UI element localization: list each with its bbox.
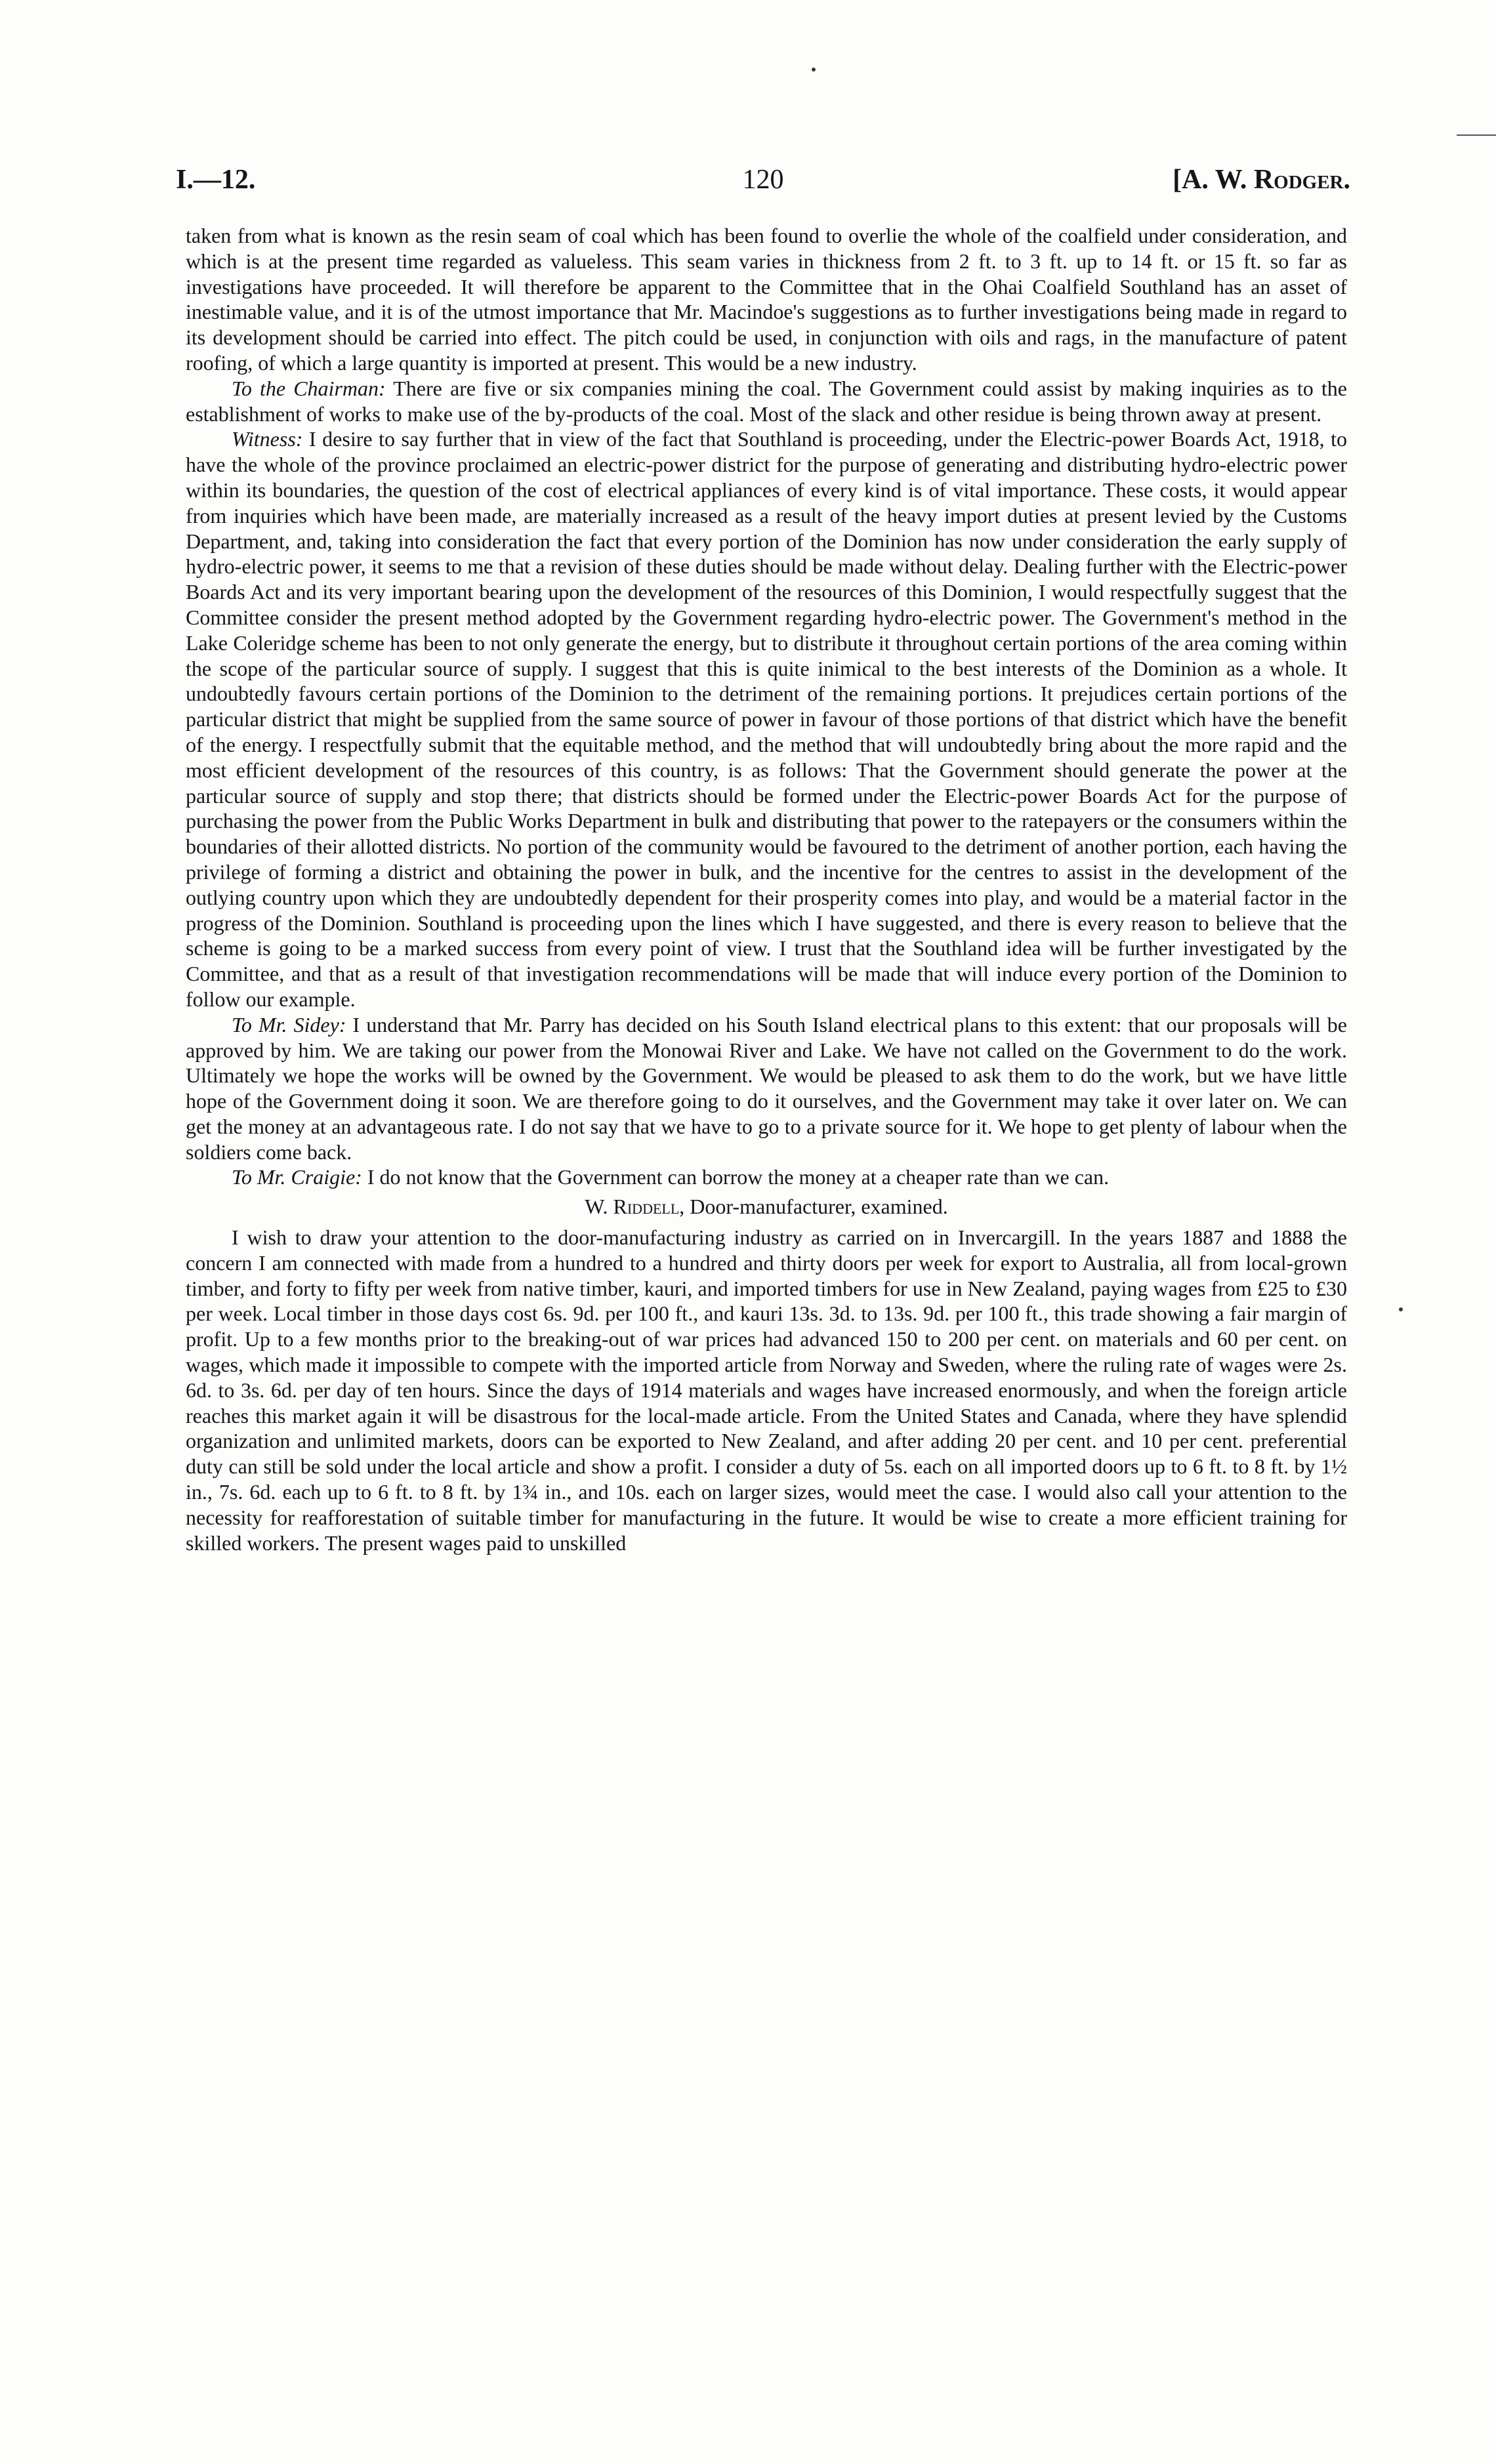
- document-body: [186, 223, 1347, 1555]
- heading-rest: , Door-manufacturer, examined.: [679, 1195, 948, 1219]
- paragraph-text: There are five or six companies mining the coal. The Government could assist by making inquiries as to the establishment of works to make use of the by-products of the coal. Most of the slack and other residue is being thrown away at present.: [186, 376, 1348, 426]
- page-number: 120: [742, 165, 784, 195]
- paragraph-chairman: [186, 376, 1347, 427]
- margin-dot: [812, 68, 816, 72]
- paragraph-witness: [186, 426, 1347, 1012]
- heading-initial: W.: [585, 1195, 613, 1219]
- margin-rule: [1457, 134, 1496, 136]
- page-header: [176, 164, 1350, 210]
- speaker-label: To Mr. Sidey:: [232, 1012, 346, 1037]
- witness-heading: [186, 1194, 1347, 1220]
- paragraph-text: I understand that Mr. Parry has decided on his South Island electrical plans to this extent: that our proposals will be approved by him. We are taking our power from the Monowai River and Lake. We have not called on the Government to do the work. Ultimately we hope the works will be owned by the Government. We would be pleased to ask them to do the work, but we have little hope of the Government doing it soon. We are therefore going to do it ourselves, and the Government may take it over later on. We can get the money at an advantageous rate. I do not say that we have to go to a private source for it. We hope to get plenty of labour when the soldiers come back.: [186, 1012, 1348, 1164]
- speaker-label: To the Chairman:: [232, 376, 386, 400]
- paragraph-sidey: [186, 1012, 1347, 1165]
- speaker-label: To Mr. Craigie:: [232, 1165, 362, 1189]
- paragraph-text: I desire to say further that in view of the fact that Southland is proceeding, under the Electric-power Boards Act, 1918, to have the whole of the province proclaimed an electric-power district for the purpose of generating and distributing hydro-electric power within its boundaries, the question of the cost of electrical appliances of every kind is of vital importance. These costs, it would appear from inquiries which have been made, are materially increased as a result of the heavy import duties at present levied by the Customs Department, and, taking into consideration the fact that every portion of the Dominion has now under consideration the early supply of hydro-electric power, it seems to me that a revision of these duties should be made without delay. Dealing further with the Electric-power Boards Act and its very important bearing upon the development of the resources of this Dominion, I would respectfully suggest that the Committee consider the present method adopted by the Government regarding hydro-electric power. The Government's method in the Lake Coleridge scheme has been to not only generate the energy, but to distribute it throughout certain portions of the area coming within the scope of the particular source of supply. I suggest that this is quite inimical to the best interests of the Dominion as a whole. It undoubtedly favours certain portions of the Dominion to the detriment of the remaining portions. It prejudices certain portions of the particular district that might be supplied from the same source of power in favour of those portions of that district which have the benefit of the energy. I respectfully submit that the equitable method, and the method that will undoubtedly bring about the more rapid and the most efficient development of the resources of this country, is as follows: That the Government should generate the power at the particular source of supply and stop there; that districts should be formed under the Electric-power Boards Act for the purpose of purchasing the power from the Public Works Department in bulk and distributing that power to the ratepayers or the consumers within the boundaries of their allotted districts. No portion of the community would be favoured to the detriment of another portion, each having the privilege of forming a district and obtaining the power in bulk, and the incentive for the centres to assist in the development of the outlying country upon which they are undoubtedly dependent for their prosperity comes into play, and would be a material factor in the progress of the Dominion. Southland is proceeding upon the lines which I have suggested, and there is every reason to believe that the scheme is going to be a marked success from every point of view. I trust that the Southland idea will be further investigated by the Committee, and that as a result of that investigation recommendations will be made that will induce every portion of the Dominion to follow our example.: [186, 427, 1347, 1011]
- paragraph-continuation: taken from what is known as the resin seam of coal which has been found to overlie the whole of the coalfield under consideration, and which is at the present time regarded as valueless. This seam varies in thickness from 2 ft. to 3 ft. up to 14 ft. or 15 ft. so far as investigations have proceeded. It will therefore be apparent to the Committee that in the Ohai Coalfield Southland has an asset of inestimable value, and it is of the utmost importance that Mr. Macindoe's suggestions as to further investigations being made in regard to its development should be carried into effect. The pitch could be used, in conjunction with oils and rags, in the manufacture of patent roofing, of which a large quantity is imported at present. This would be a new industry.: [186, 224, 1347, 375]
- speaker-label: Witness:: [232, 427, 303, 451]
- witness-running-head: [A. W. Rodger.: [1173, 165, 1350, 195]
- margin-dot: [1399, 1307, 1403, 1311]
- paragraph-craigie: [186, 1164, 1347, 1190]
- paragraph-text: I do not know that the Government can borrow the money at a cheaper rate than we can.: [362, 1165, 1110, 1189]
- heading-surname: Riddell: [613, 1195, 680, 1219]
- report-reference: I.—12.: [176, 165, 256, 195]
- paragraph-riddell: I wish to draw your attention to the door-manufacturing industry as carried on in Invercargill. In the years 1887 and 1888 the concern I am connected with made from a hundred to a hundred and thirty doors per week for export to Australia, all from local-grown timber, and forty to fifty per week from native timber, kauri, and imported timbers for use in New Zealand, paying wages from £25 to £30 per week. Local timber in those days cost 6s. 9d. per 100 ft., and kauri 13s. 3d. to 13s. 9d. per 100 ft., this trade showing a fair margin of profit. Up to a few months prior to the breaking-out of war prices had advanced 150 to 200 per cent. on materials and 60 per cent. on wages, which made it impossible to compete with the imported article from Norway and Sweden, where the ruling rate of wages were 2s. 6d. to 3s. 6d. per day of ten hours. Since the days of 1914 materials and wages have increased enormously, and when the foreign article reaches this market again it will be disastrous for the local-made article. From the United States and Canada, where they have splendid organization and unlimited markets, doors can be exported to New Zealand, and after adding 20 per cent. and 10 per cent. preferential duty can still be sold under the local article and show a profit. I consider a duty of 5s. each on all imported doors up to 6 ft. to 8 ft. by 1½ in., 7s. 6d. each up to 6 ft. to 8 ft. by 1¾ in., and 10s. each on larger sizes, would meet the case. I would also call your attention to the necessity for reafforestation of suitable timber for manufacturing in the future. It would be wise to create a more efficient training for skilled workers. The present wages paid to unskilled: [186, 1225, 1347, 1555]
